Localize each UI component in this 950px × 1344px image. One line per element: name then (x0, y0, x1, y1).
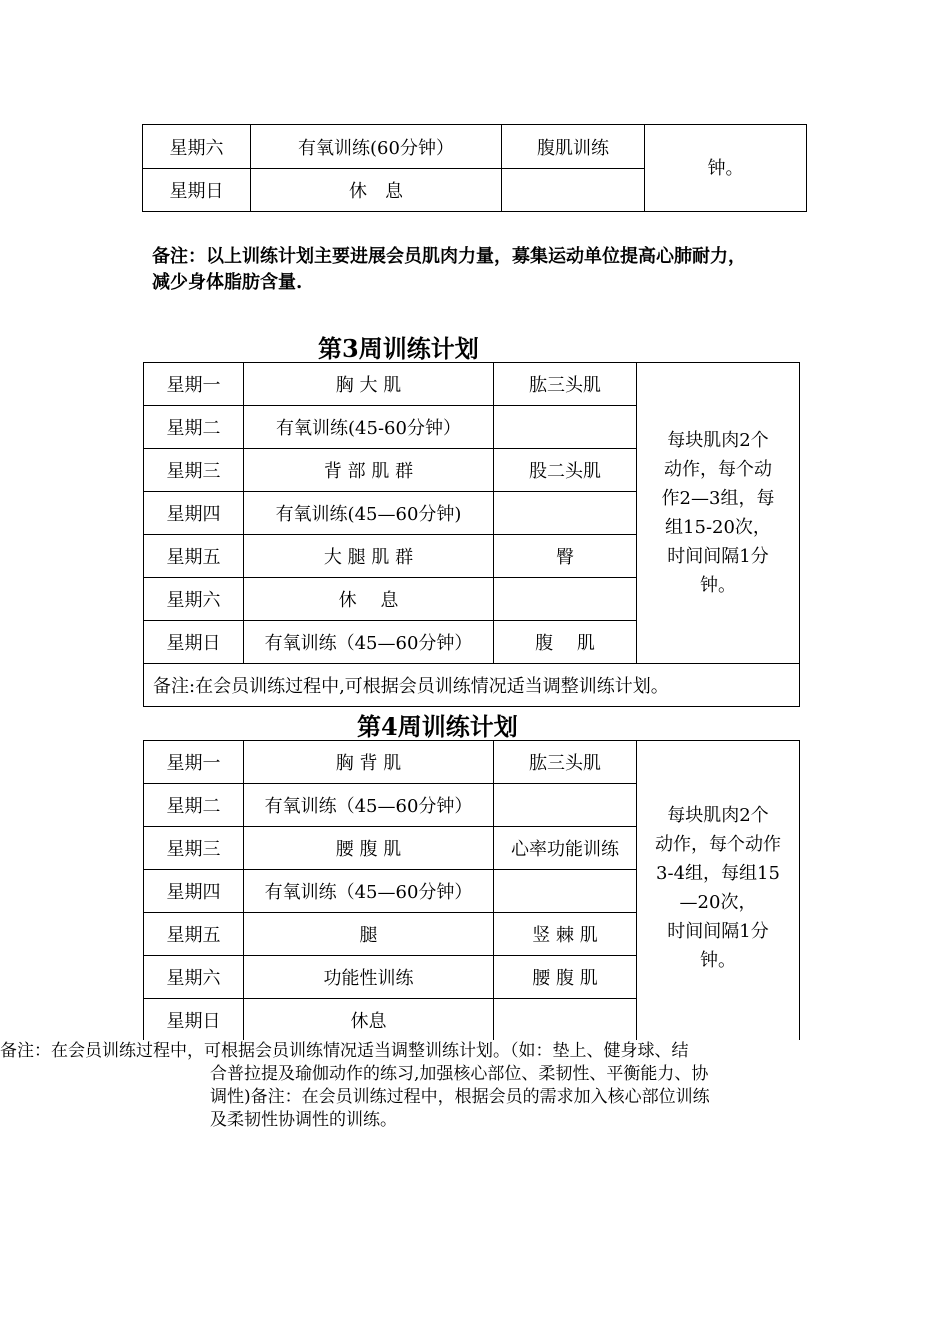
main-training-cell: 有氧训练(45—60分钟) (244, 492, 494, 535)
day-cell: 星期六 (144, 956, 244, 999)
remark-line: 减少身体脂肪含量. (152, 272, 303, 293)
remark-week4 (0, 1040, 710, 1132)
week4-table (143, 740, 800, 1042)
table-row (143, 125, 807, 169)
main-training-cell: 休 息 (251, 169, 502, 212)
day-cell: 星期二 (144, 406, 244, 449)
day-cell: 星期一 (144, 741, 244, 784)
main-training-cell: 有氧训练（45—60分钟） (244, 621, 494, 664)
table-footer-note: 备注:在会员训练过程中,可根据会员训练情况适当调整训练计划。 (144, 664, 800, 707)
remark-line: 备注：在会员训练过程中，可根据会员训练情况适当调整训练计划。（如：垫上、健身球、结 (0, 1041, 689, 1061)
week2-table-tail (142, 124, 807, 212)
table-row (144, 363, 800, 406)
day-cell: 星期一 (144, 363, 244, 406)
note-line: 3-4组，每组15 (656, 863, 780, 884)
note-line: 动作，每个动作 (655, 834, 781, 855)
day-cell: 星期三 (144, 827, 244, 870)
note-line: 钟。 (700, 950, 736, 971)
day-cell: 星期四 (144, 870, 244, 913)
day-cell: 星期三 (144, 449, 244, 492)
week4-title: 第4周训练计划 (357, 712, 518, 741)
note-line: 时间间隔1分 (667, 546, 769, 567)
note-line: 动作，每个动 (664, 459, 772, 480)
main-training-cell: 胸 大 肌 (244, 363, 494, 406)
main-training-cell: 腰 腹 肌 (244, 827, 494, 870)
note-line: 组15-20次， (665, 517, 771, 538)
extra-training-cell (494, 406, 637, 449)
schedule-note-cell (645, 125, 807, 212)
extra-training-cell (494, 578, 637, 621)
main-training-cell: 大 腿 肌 群 (244, 535, 494, 578)
main-training-cell: 有氧训练(60分钟） (251, 125, 502, 169)
day-cell: 星期日 (144, 621, 244, 664)
day-cell: 星期六 (144, 578, 244, 621)
table-footer-row (144, 664, 800, 707)
schedule-note-cell (637, 741, 800, 1042)
note-line: 每块肌肉2个 (667, 430, 769, 451)
extra-training-cell (494, 999, 637, 1042)
remark-week2 (152, 244, 746, 296)
main-training-cell: 背 部 肌 群 (244, 449, 494, 492)
main-training-cell: 有氧训练（45—60分钟） (244, 784, 494, 827)
extra-training-cell (502, 169, 645, 212)
main-training-cell: 功能性训练 (244, 956, 494, 999)
extra-training-cell: 腹肌训练 (502, 125, 645, 169)
day-cell: 星期日 (144, 999, 244, 1042)
main-training-cell: 胸 背 肌 (244, 741, 494, 784)
extra-training-cell: 腰 腹 肌 (494, 956, 637, 999)
schedule-note-text: 钟。 (707, 157, 744, 179)
extra-training-cell: 肱三头肌 (494, 741, 637, 784)
day-cell: 星期六 (143, 125, 251, 169)
extra-training-cell: 心率功能训练 (494, 827, 637, 870)
table-row (144, 741, 800, 784)
note-line: 每块肌肉2个 (667, 805, 769, 826)
note-line: —20次， (679, 892, 757, 913)
day-cell: 星期五 (144, 913, 244, 956)
extra-training-cell: 腹 肌 (494, 621, 637, 664)
day-cell: 星期四 (144, 492, 244, 535)
remark-line: 调性)备注：在会员训练过程中，根据会员的需求加入核心部位训练 (210, 1087, 710, 1107)
note-line: 作2—3组，每 (661, 488, 775, 509)
main-training-cell: 休息 (244, 999, 494, 1042)
day-cell: 星期日 (143, 169, 251, 212)
extra-training-cell (494, 870, 637, 913)
main-training-cell: 有氧训练(45-60分钟） (244, 406, 494, 449)
remark-line: 备注：以上训练计划主要进展会员肌肉力量，募集运动单位提高心肺耐力， (152, 246, 746, 267)
extra-training-cell: 股二头肌 (494, 449, 637, 492)
schedule-note-cell (637, 363, 800, 664)
extra-training-cell: 臀 (494, 535, 637, 578)
extra-training-cell: 肱三头肌 (494, 363, 637, 406)
week3-title: 第3周训练计划 (318, 334, 479, 363)
main-training-cell: 有氧训练（45—60分钟） (244, 870, 494, 913)
remark-line: 及柔韧性协调性的训练。 (210, 1110, 397, 1130)
note-line: 时间间隔1分 (667, 921, 769, 942)
main-training-cell: 休 息 (244, 578, 494, 621)
week3-table (143, 362, 800, 707)
extra-training-cell: 竖 棘 肌 (494, 913, 637, 956)
main-training-cell: 腿 (244, 913, 494, 956)
extra-training-cell (494, 492, 637, 535)
remark-line: 合普拉提及瑜伽动作的练习,加强核心部位、柔韧性、平衡能力、协 (210, 1064, 709, 1084)
note-line: 钟。 (700, 575, 736, 596)
extra-training-cell (494, 784, 637, 827)
day-cell: 星期五 (144, 535, 244, 578)
day-cell: 星期二 (144, 784, 244, 827)
